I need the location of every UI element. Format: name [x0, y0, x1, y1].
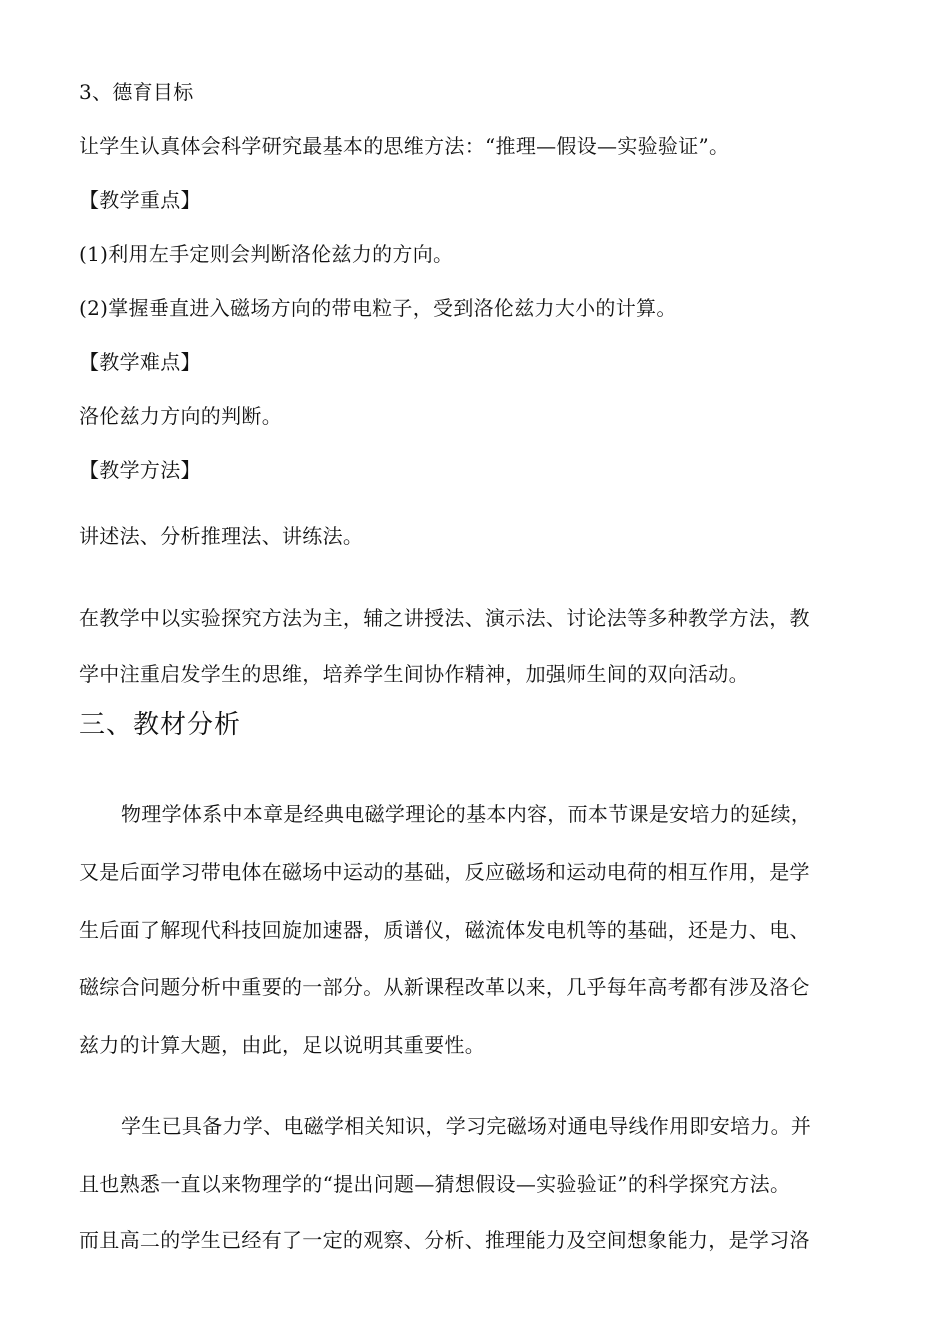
method-description-line: 学中注重启发学生的思维，培养学生间协作精神，加强师生间的双向活动。	[79, 662, 749, 686]
moral-goal-heading: 3、德育目标	[79, 80, 194, 104]
paragraph-line: 学生已具备力学、电磁学相关知识，学习完磁场对通电导线作用即安培力。并	[121, 1114, 812, 1138]
key-points-heading: 【教学重点】	[79, 188, 201, 212]
method-description-line: 在教学中以实验探究方法为主，辅之讲授法、演示法、讨论法等多种教学方法，教	[79, 606, 810, 630]
key-point-2: (2)掌握垂直进入磁场方向的带电粒子，受到洛伦兹力大小的计算。	[79, 296, 677, 320]
paragraph-line: 生后面了解现代科技回旋加速器，质谱仪，磁流体发电机等的基础，还是力、电、	[79, 918, 810, 942]
moral-goal-text: 让学生认真体会科学研究最基本的思维方法：“推理—假设—实验验证”。	[79, 134, 730, 158]
paragraph-line: 且也熟悉一直以来物理学的“提出问题—猜想假设—实验验证”的科学探究方法。	[79, 1172, 791, 1196]
paragraph-line: 兹力的计算大题，由此，足以说明其重要性。	[79, 1033, 485, 1057]
paragraph-line: 物理学体系中本章是经典电磁学理论的基本内容，而本节课是安培力的延续，	[121, 802, 812, 826]
paragraph-line: 磁综合问题分析中重要的一部分。从新课程改革以来，几乎每年高考都有涉及洛仑	[79, 975, 810, 999]
paragraph-line: 又是后面学习带电体在磁场中运动的基础，反应磁场和运动电荷的相互作用，是学	[79, 860, 810, 884]
difficulty-heading: 【教学难点】	[79, 350, 201, 374]
method-heading: 【教学方法】	[79, 458, 201, 482]
paragraph-line: 而且高二的学生已经有了一定的观察、分析、推理能力及空间想象能力，是学习洛	[79, 1228, 810, 1252]
section-title: 三、教材分析	[79, 710, 242, 740]
difficulty-text: 洛伦兹力方向的判断。	[79, 404, 282, 428]
method-text: 讲述法、分析推理法、讲练法。	[79, 524, 364, 548]
key-point-1: (1)利用左手定则会判断洛伦兹力的方向。	[79, 242, 454, 266]
